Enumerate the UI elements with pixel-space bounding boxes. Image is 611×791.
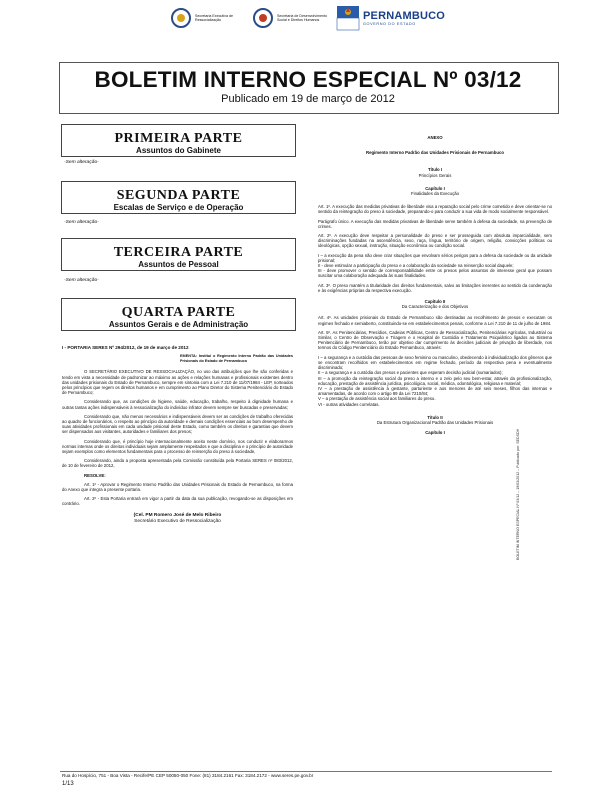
coat-of-arms-icon	[252, 7, 274, 29]
article: Art. 3º. O preso mantém a titularidade dos direitos fundamentais, salvo as limitações inerentes ao sentido da condenação e às exigências próprias da respectiva execução.	[318, 282, 552, 293]
section-title: SEGUNDA PARTE	[116, 188, 241, 203]
footer-divider	[60, 771, 552, 772]
section-subtitle: Assuntos Gerais e de Administração	[108, 320, 249, 329]
article-item: I – a segurança e a custódia das pessoas de sexo feminino ou masculino, obedecendo à individualização dos gêneros que se encontram recolhidos em estabelecimentos em regime fechado, período da respectiva pena e eventualmente discriminado;	[318, 354, 552, 371]
side-note: BOLETIM INTERNO ESPECIAL Nº 03/12 – 19/03/2012 – Publicado por: SEDSDH	[516, 428, 520, 560]
capitulo-subheading: Finalidades da Execução	[410, 191, 459, 197]
article-item: III – a promoção da reintegração social do preso a interno e o zelo pelo seu bem-estar, através da profissionalização, educação, prestação de assistência jurídica, psicológica, social, médica, odontológica, religiosa e material;	[318, 375, 552, 386]
bulletin-title: BOLETIM INTERNO ESPECIAL Nº 03/12	[94, 67, 522, 92]
paragraph: Considerando que, as condições de higiene, saúde, educação, trabalho, respeito à dignidade humana e outras tantas ações indispensáveis à ressocialização do indivíduo infrator devem sempre ser buscadas e preservadas;	[62, 399, 293, 410]
portaria-heading: I - PORTARIA SERES Nº 294/2012, de 19 de março de 2012	[62, 345, 189, 350]
titulo-subheading: Princípios Gerais	[418, 172, 452, 178]
article-item: II – a segurança e a custódia dos presos e pacientes que esperam decisão judicial (sumariados);	[318, 370, 503, 376]
paragraph: Art. 2º - Esta Portaria entrará em vigor a partir da data da sua publicação, revogando-se as disposições em contrário.	[62, 496, 293, 507]
state-flag-icon	[336, 4, 360, 32]
article-item: II - deve estimular a participação do preso e a colaboração da sociedade na reinserção social daquele;	[318, 263, 514, 269]
capitulo-subheading: Da Caracterização e dos Objetivos	[401, 304, 469, 310]
article: Art. 5º. As Penitenciárias, Presídios, Cadeias Públicas, Centro de Ressocialização, Penitenciárias Agrícolas, Industrial ou Similar, o Centro de Observação e Triagem e o Hospital de Custódia e Tratamento Psiquiátrico ligados ao Sistema Penitenciário de Pernambuco, terão por objetivo dar cumprimento às decisões judiciais de privação de liberdade, nos termos do Código Penitenciário do Estado Pernambuco, através:	[318, 329, 552, 351]
regimento-heading: Regimento Interno Padrão das Unidades Prisionais de Pernambuco	[365, 150, 504, 156]
section-title: TERCEIRA PARTE	[113, 245, 244, 260]
section-primeira-parte	[61, 124, 296, 157]
article-item: III - deve promover o sentido de corresponsabilidade entre os presos pelos assuntos de interesse geral que possam suscitar uma colaboração adequada às suas finalidades.	[318, 268, 552, 279]
article-item: IV – a prestação de assistência à gestante, parturiente e aos menores de até seis meses, filhos das internas e amamentadas, de acordo com o artigo 89 da Lei 7210/84;	[318, 385, 552, 397]
titulo-subheading: Da Estrutura Organizacional Padrão das Unidades Prisionais	[376, 419, 494, 425]
titulo-heading: Título I	[427, 167, 443, 173]
capitulo-heading: Capítulo I	[425, 185, 445, 191]
logo-pernambuco	[336, 3, 448, 33]
section-segunda-parte	[61, 181, 296, 214]
logo-sedsdh-text: Secretaria de Desenvolvimento Social e Direitos Humanos	[277, 13, 327, 22]
logo-seres-text: Secretaria Executiva de Ressocialização	[195, 13, 233, 22]
signer-name: (Cel. PM Romero José de Melo Ribeiro	[133, 512, 222, 518]
state-sub: GOVERNO DO ESTADO	[363, 21, 416, 26]
article: Art. 1º. A execução das medidas privativas de liberdade visa a reparação social pelo crime cometido e deve orientar-se no sentido da reintegração do preso à sociedade, preparando-o para conduzir a sua vida de modo socialmente responsável.	[318, 204, 552, 215]
ementa: EMENTA: Institui o Regimento Interno Padrão das Unidades Prisionais do Estado de Pernambuco	[180, 354, 293, 363]
section-subtitle: Escalas de Serviço e de Operação	[113, 203, 244, 212]
article: Parágrafo único. A execução das medidas privativas de liberdade serve também à defesa da sociedade, na prevenção de crimes.	[318, 218, 552, 229]
section-title: PRIMEIRA PARTE	[114, 131, 243, 146]
coat-of-arms-icon	[170, 7, 192, 29]
capitulo-heading: Capítulo I	[425, 430, 445, 436]
paragraph: Considerando que, é princípio hoje internacionalmente aceito neste domínio, nos conduzir e elaborarmos normas internas onde os direitos individuais sejam amplamente respeitados e que a disciplina e o princípio de autoridade sejam exemplos como elementos fundamentais para o processo de reinserção do preso à sociedade,	[62, 438, 293, 455]
anexo-heading: ANEXO	[427, 135, 443, 140]
logo-seres	[170, 5, 250, 31]
section-quarta-parte	[61, 298, 296, 331]
article: Art. 4º. As unidades prisionais do Estado de Pernambuco são destinadas ao recolhimento de presos e executam os regimes fechado e semiaberto, constituindo-se em estabelecimentos penais, conforme a Lei 7.210 de 11 de julho de 1984.	[318, 315, 552, 326]
section-subtitle: Assuntos do Gabinete	[136, 146, 221, 155]
section-note: -Sem alteração-	[64, 220, 99, 225]
page-number: 1/13	[62, 781, 74, 787]
capitulo-heading: Capítulo II	[424, 299, 446, 305]
article-item: V – a prestação de assistência social aos familiares do preso.	[318, 396, 436, 402]
paragraph: O SECRETÁRIO EXECUTIVO DE RESSOCIALIZAÇÃO, no uso das atribuições que lhe são conferidas e tendo em vista a necessidade de padronizar ao máximo as ações e relações humanas e profissionais existentes dentro das unidades prisionais do Estado de Pernambuco, sempre em sintonia com a Lei 7.210 de 11/07/1984 - LEP, norteados pelos princípios que regem os direitos humanos e em cumprimento ao Plano Diretor do Sistema Penitenciário do Estado de Pernambuco;	[62, 369, 293, 396]
section-title: QUARTA PARTE	[121, 305, 236, 320]
left-column	[62, 345, 293, 525]
signer-role: Secretário Executivo de Ressocialização	[134, 518, 221, 524]
section-terceira-parte	[61, 238, 296, 271]
section-note: -Sem alteração-	[64, 278, 99, 283]
section-subtitle: Assuntos de Pessoal	[138, 260, 219, 269]
logo-sedsdh	[252, 5, 334, 31]
section-note: -Sem alteração-	[64, 160, 99, 165]
article-item: VI - outras atividades correlatas.	[318, 401, 380, 407]
paragraph: Considerando, ainda a proposta apresentada pela Comissão constituída pela Portaria SERES nº 083/2012, de 10 de fevereiro de 2012,	[62, 458, 293, 469]
resolve: RESOLVE:	[84, 472, 106, 478]
paragraph: Art. 1º - Aprovar o Regimento Interno Padrão das Unidades Prisionais do Estado de Pernambuco, na forma do Anexo que integra a presente portaria.	[62, 481, 293, 493]
footer-address: Rua do Hospício, 751 - Boa Vista - Recife/PE CEP 50050-050 Fone: (81) 3184.2161 Fax: 3184.2172 - www.seres.pe.gov.br	[62, 773, 314, 778]
titulo-heading: Título II	[427, 414, 443, 420]
published-date: Publicado em 19 de março de 2012	[221, 93, 395, 105]
paragraph: Considerando que, não menos necessários e indispensáveis devem ser as condições de trabalho oferecidas ao quadro de funcionários, o respeito ao princípio da autoridade e demais condições essenciais ao bom desempenho de suas atividades profissionais em cada unidade prisional deste Estado, como também os direitos e garantias que devem ser dispensados aos visitantes, autoridades e familiares dos presos;	[62, 413, 293, 435]
article-item: I – a execução da pena não deve criar situações que envolvam sérios perigos para a defesa da sociedade ou da unidade prisional;	[318, 252, 552, 263]
article: Art. 2º. A execução deve respeitar a personalidade do preso e ser prosseguida com absoluta imparcialidade, sem discriminações fundadas na ascendência, sexo, raça, língua, território de origem, religião, convicções políticas ou ideológicas, opção sexual, instrução, situação econômica ou condição social.	[318, 233, 552, 249]
state-name: PERNAMBUCO	[363, 9, 446, 22]
